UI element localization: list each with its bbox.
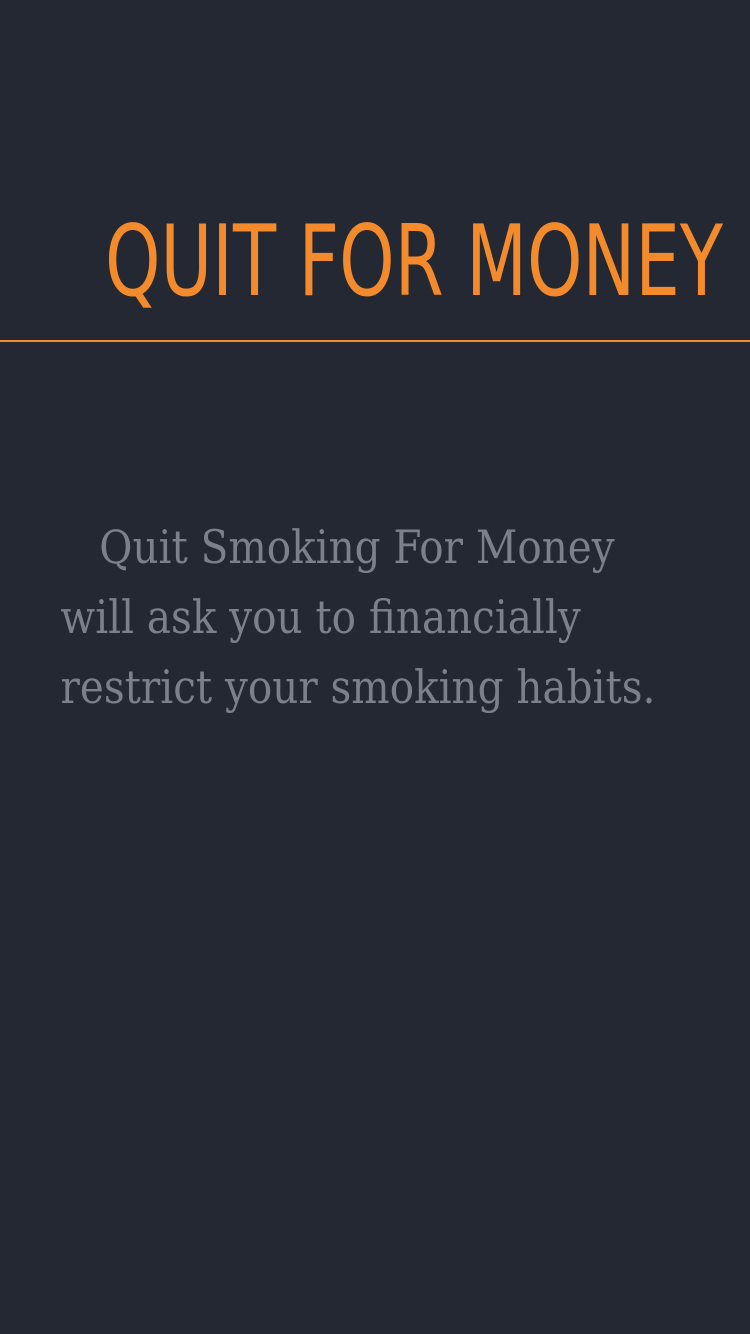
app-title: QUIT FOR MONEY — [105, 205, 723, 319]
description-line-1: Quit Smoking For Money — [99, 520, 615, 574]
description-line-3: restrict your smoking habits. — [60, 660, 656, 714]
title-divider — [0, 340, 750, 342]
description-line-2: will ask you to financially — [60, 590, 581, 644]
app-description — [50, 512, 720, 722]
